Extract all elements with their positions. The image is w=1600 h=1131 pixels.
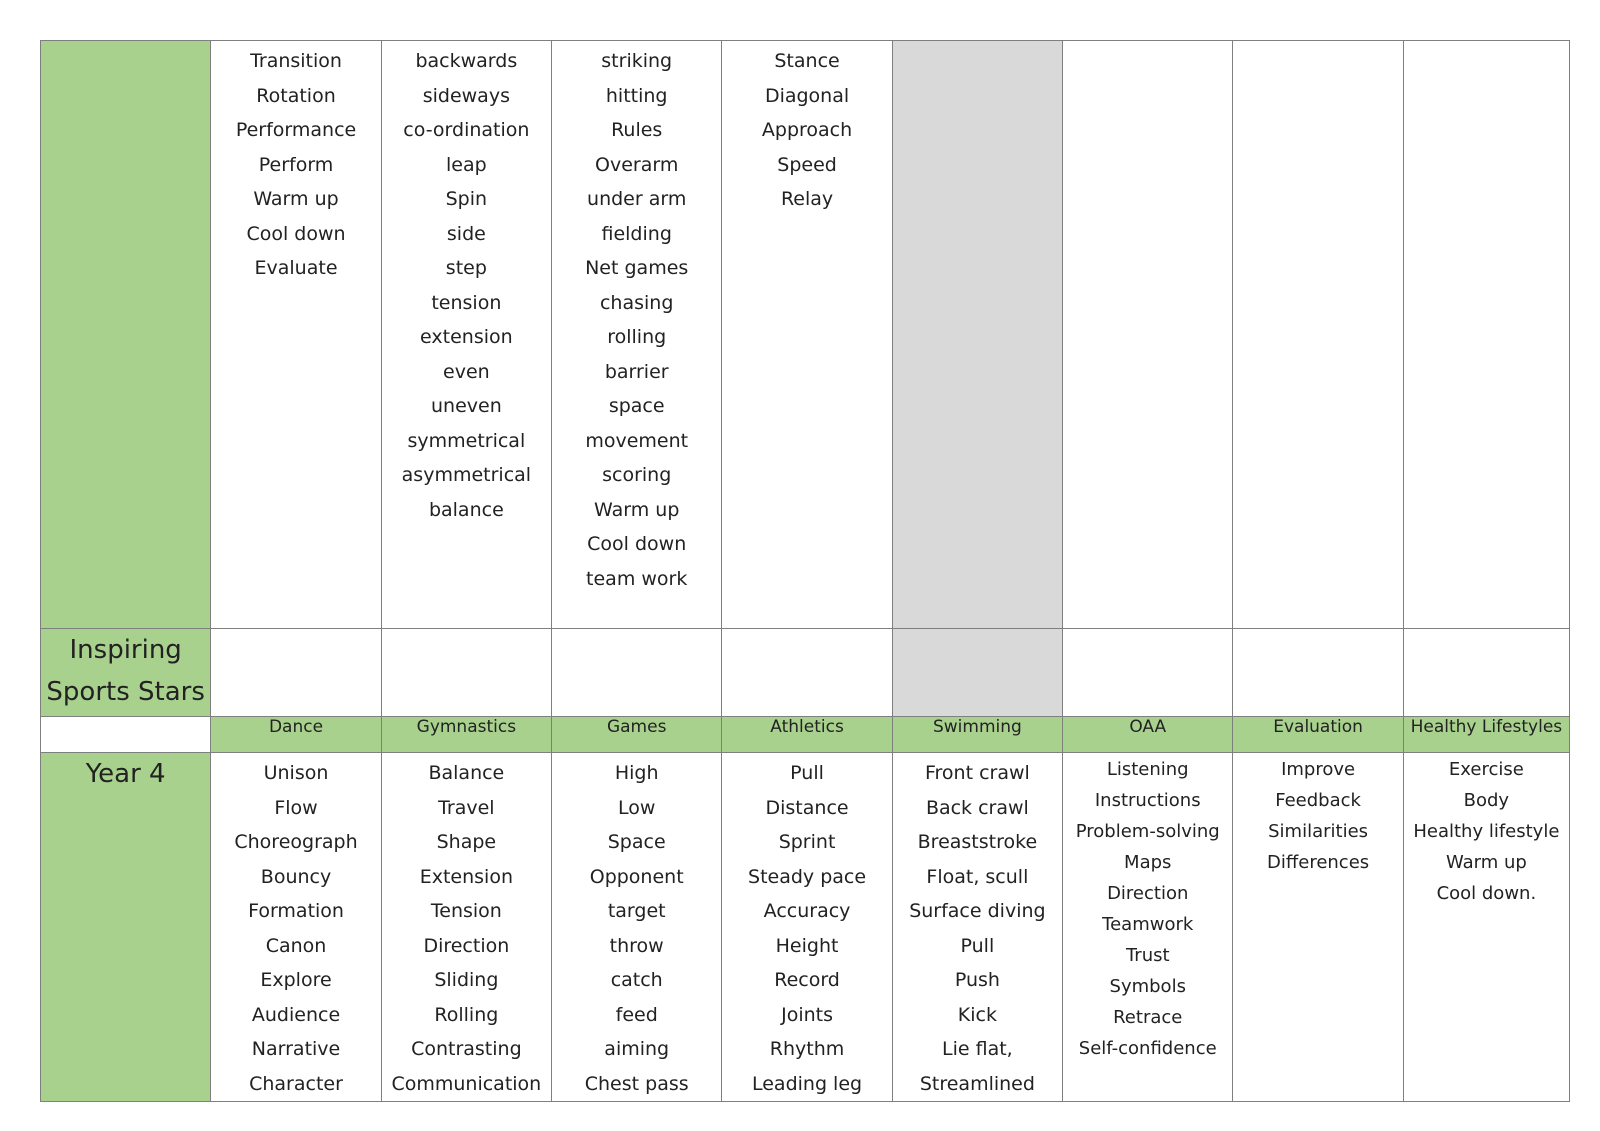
vocab-word: Bouncy	[260, 865, 332, 888]
vocab-word: Opponent	[589, 865, 684, 888]
word-list	[1063, 41, 1232, 44]
vocab-cell-games	[552, 753, 722, 1102]
vocab-word: Warm up	[253, 188, 339, 210]
vocab-word: space	[608, 395, 665, 417]
row-label-cell-empty	[41, 41, 211, 629]
vocab-word: Sprint	[778, 831, 836, 853]
vocab-word: Lie flat,	[942, 1038, 1013, 1060]
word-list	[382, 753, 551, 1101]
vocab-word: backwards	[415, 50, 518, 72]
vocab-word: Diagonal	[764, 84, 850, 107]
vocab-word: Transition	[250, 50, 342, 72]
vocab-cell-evaluation-prev	[1233, 41, 1403, 629]
vocab-word: Pull	[960, 934, 995, 957]
vocab-word: Speed	[777, 153, 837, 176]
vocab-word: Healthy lifestyle	[1413, 821, 1560, 842]
vocab-word: Explore	[260, 969, 332, 991]
vocab-word: Overarm	[595, 153, 679, 176]
vocab-word: Distance	[765, 796, 849, 819]
header-athletics: Athletics	[722, 717, 892, 753]
vocab-cell-gymnastics	[381, 753, 551, 1102]
stars-cell	[211, 629, 381, 717]
word-list	[1063, 753, 1232, 1064]
vocab-cell-oaa-prev	[1063, 41, 1233, 629]
vocab-word: Formation	[248, 900, 344, 922]
curriculum-table	[40, 40, 1570, 1102]
vocab-cell-oaa	[1063, 753, 1233, 1102]
vocab-cell-healthy-prev	[1403, 41, 1569, 629]
vocab-word: Communication	[391, 1072, 542, 1095]
vocab-word: Retrace	[1113, 1007, 1183, 1028]
header-dance: Dance	[211, 717, 381, 753]
vocab-word: Performance	[235, 119, 357, 141]
inspiring-sports-stars-row	[41, 629, 1570, 717]
vocab-word: Sliding	[434, 969, 499, 991]
vocab-cell-evaluation	[1233, 753, 1403, 1102]
vocab-word: team work	[586, 567, 688, 590]
vocab-word: Symbols	[1109, 976, 1186, 997]
vocab-word: Surface diving	[909, 900, 1046, 922]
word-list	[1233, 41, 1402, 44]
vocab-cell-healthy-lifestyles	[1403, 753, 1569, 1102]
vocab-word: Tension	[430, 900, 502, 922]
vocab-word: throw	[609, 934, 664, 957]
vocab-word: feed	[615, 1003, 658, 1026]
vocab-word: extension	[420, 326, 513, 348]
vocab-word: Steady pace	[748, 865, 867, 888]
vocab-word: aiming	[604, 1038, 670, 1060]
stars-cell	[1063, 629, 1233, 717]
stars-cell	[722, 629, 892, 717]
vocab-word: Pull	[790, 762, 824, 784]
vocab-word: rolling	[607, 326, 667, 348]
vocab-word: Rotation	[256, 84, 336, 107]
vocab-word: Instructions	[1094, 790, 1201, 811]
vocab-word: striking	[601, 50, 673, 72]
vocab-word: Cool down	[587, 533, 687, 555]
vocab-word: Record	[774, 969, 840, 991]
word-list	[211, 753, 380, 1101]
vocab-word: Maps	[1124, 852, 1172, 873]
word-list	[552, 41, 721, 596]
vocab-word: Relay	[780, 188, 834, 210]
word-list	[722, 753, 891, 1101]
vocab-word: asymmetrical	[401, 464, 532, 486]
vocab-word: Back crawl	[925, 796, 1029, 819]
vocab-word: Extension	[419, 865, 513, 888]
inspiring-sports-stars-label	[41, 629, 211, 717]
vocab-word: step	[445, 257, 487, 279]
vocab-word: Cool down	[246, 222, 346, 245]
vocab-word: Joints	[781, 1003, 833, 1026]
vocab-word: Approach	[761, 119, 853, 141]
vocab-word: Evaluate	[254, 257, 338, 279]
vocab-word: co-ordination	[403, 119, 530, 141]
vocab-word: Perform	[258, 153, 334, 176]
vocab-word: Chest pass	[584, 1072, 689, 1095]
vocab-word: Body	[1463, 790, 1510, 811]
vocab-word: Rules	[611, 119, 663, 141]
vocab-word: Travel	[438, 796, 495, 819]
vocab-word: Canon	[265, 934, 327, 957]
stars-cell-swimming	[892, 629, 1062, 717]
vocab-cell-dance-prev	[211, 41, 381, 629]
vocab-word: Similarities	[1268, 821, 1369, 842]
vocab-word: tension	[431, 291, 502, 314]
vocab-word: Streamlined	[919, 1072, 1035, 1095]
header-oaa: OAA	[1063, 717, 1233, 753]
vocab-word: fielding	[601, 222, 672, 245]
vocab-word: Accuracy	[763, 900, 851, 922]
word-list	[1233, 753, 1402, 878]
vocab-word: Net games	[585, 257, 689, 279]
vocab-word: Stance	[774, 50, 840, 72]
year-4-label: Year 4	[41, 753, 211, 1102]
vocab-word: Audience	[251, 1003, 341, 1026]
header-corner-blank	[41, 717, 211, 753]
label-line-2: Sports Stars	[46, 677, 205, 707]
vocab-word: Low	[617, 796, 656, 819]
vocab-word: Problem-solving	[1075, 821, 1220, 842]
vocab-word: Flow	[274, 796, 318, 819]
vocab-word: symmetrical	[407, 429, 526, 452]
vocab-word: Space	[607, 831, 666, 853]
word-list	[1404, 41, 1569, 44]
stars-cell	[1233, 629, 1403, 717]
vocab-word: Exercise	[1448, 759, 1524, 780]
vocab-word: Balance	[428, 762, 505, 784]
subject-header-row	[41, 717, 1570, 753]
vocab-word: Improve	[1281, 759, 1356, 780]
vocab-word: side	[446, 222, 486, 245]
vocab-word: Feedback	[1275, 790, 1361, 811]
stars-cell	[381, 629, 551, 717]
vocab-cell-swimming-prev	[892, 41, 1062, 629]
vocab-word: Spin	[445, 188, 488, 210]
vocab-word: Listening	[1106, 759, 1189, 780]
vocab-word: under arm	[587, 188, 687, 210]
vocab-word: Shape	[436, 831, 497, 853]
vocab-word: Choreograph	[234, 831, 358, 853]
year-4-row	[41, 753, 1570, 1102]
vocab-word: Breaststroke	[917, 831, 1038, 853]
vocab-word: balance	[428, 498, 504, 521]
header-gymnastics: Gymnastics	[381, 717, 551, 753]
vocab-word: Teamwork	[1102, 914, 1194, 935]
vocab-word: leap	[446, 153, 487, 176]
vocab-cell-athletics-prev	[722, 41, 892, 629]
vocab-word: scoring	[602, 464, 672, 486]
word-list	[722, 41, 891, 217]
vocab-word: barrier	[604, 360, 669, 383]
vocab-word: Self-confidence	[1078, 1038, 1217, 1059]
vocab-word: Unison	[263, 762, 329, 784]
vocab-word: Cool down.	[1436, 883, 1537, 904]
word-list	[552, 753, 721, 1101]
vocab-word: Front crawl	[924, 762, 1030, 784]
vocab-cell-swimming	[892, 753, 1062, 1102]
vocabulary-row-previous	[41, 41, 1570, 629]
vocab-word: sideways	[422, 84, 510, 107]
vocab-word: Differences	[1266, 852, 1370, 873]
vocab-cell-games-prev	[552, 41, 722, 629]
header-evaluation: Evaluation	[1233, 717, 1403, 753]
vocab-word: Direction	[1107, 883, 1189, 904]
vocab-word: chasing	[599, 291, 674, 314]
stars-cell	[1403, 629, 1569, 717]
vocab-word: Kick	[957, 1003, 997, 1026]
header-healthy-lifestyles: Healthy Lifestyles	[1403, 717, 1569, 753]
vocab-word: Push	[954, 969, 1000, 991]
vocab-word: Warm up	[594, 498, 680, 521]
vocab-word: target	[607, 900, 666, 922]
vocab-word: Character	[249, 1072, 343, 1095]
vocab-word: uneven	[430, 395, 502, 417]
header-swimming: Swimming	[892, 717, 1062, 753]
stars-cell	[552, 629, 722, 717]
vocab-word: Rhythm	[769, 1038, 845, 1060]
vocab-word: Warm up	[1445, 852, 1527, 873]
word-list	[893, 41, 1062, 44]
header-games: Games	[552, 717, 722, 753]
vocab-word: Trust	[1125, 945, 1170, 966]
word-list	[211, 41, 380, 286]
label-line-1: Inspiring	[69, 635, 182, 665]
vocab-word: Direction	[423, 934, 510, 957]
vocab-word: Contrasting	[411, 1038, 522, 1060]
vocab-word: catch	[610, 969, 663, 991]
word-list	[382, 41, 551, 527]
vocab-word: Rolling	[434, 1003, 499, 1026]
vocab-word: even	[443, 360, 490, 383]
vocab-word: Leading leg	[751, 1072, 863, 1095]
vocab-cell-athletics	[722, 753, 892, 1102]
vocab-word: hitting	[605, 84, 668, 107]
vocab-cell-gymnastics-prev	[381, 41, 551, 629]
vocab-word: Float, scull	[926, 865, 1029, 888]
vocab-word: Height	[775, 934, 839, 957]
vocab-word: movement	[585, 429, 689, 452]
word-list	[1404, 753, 1569, 909]
vocab-word: High	[614, 762, 659, 784]
vocab-word: Narrative	[251, 1038, 341, 1060]
vocab-cell-dance	[211, 753, 381, 1102]
word-list	[893, 753, 1062, 1101]
